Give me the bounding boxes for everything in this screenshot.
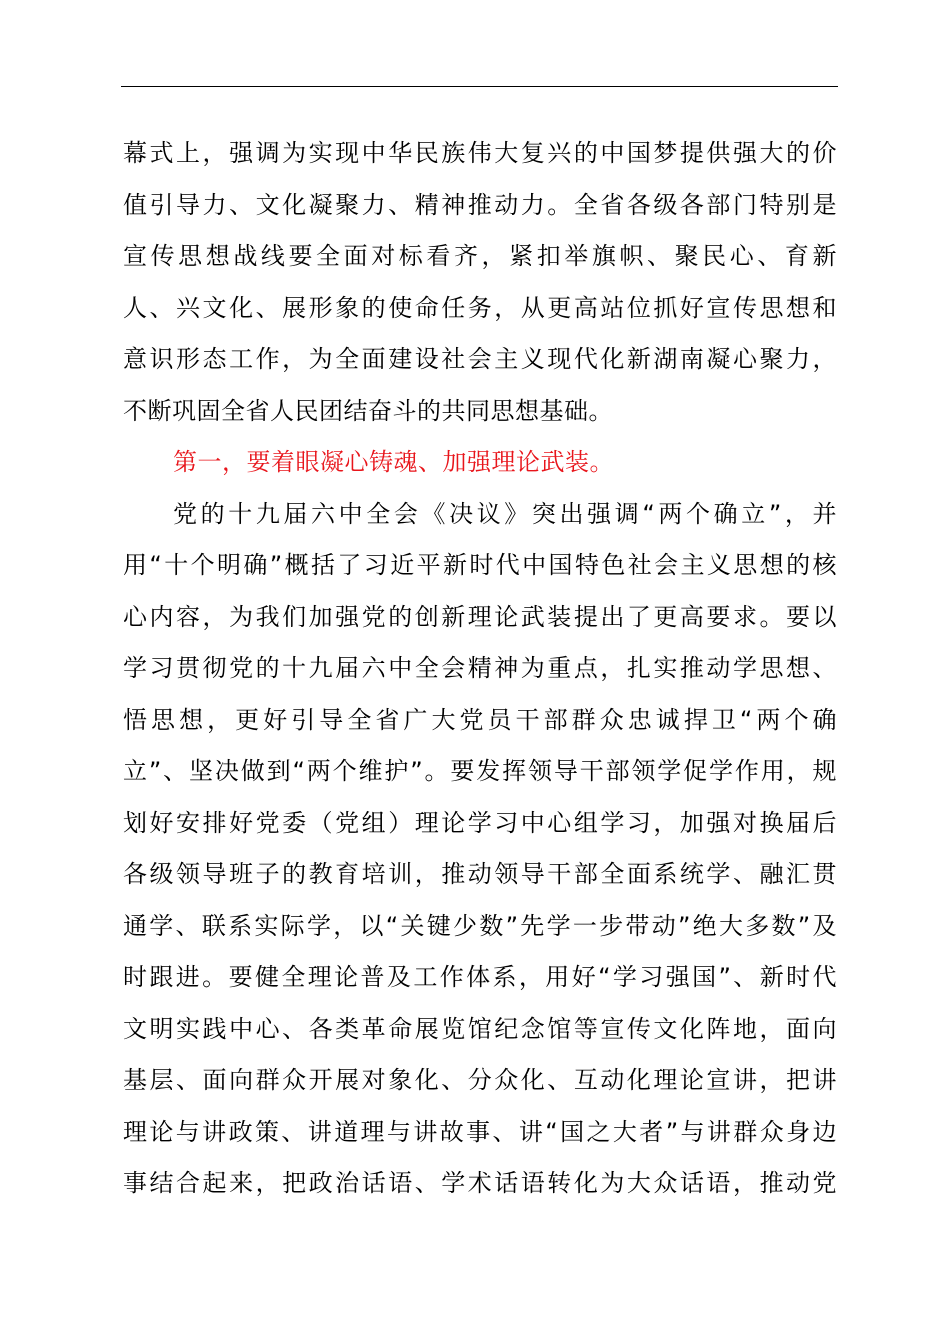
text-line: 立”、坚决做到“两个维护”。要发挥领导干部领学促学作用，规 [123,757,837,785]
text-line: 值引导力、文化凝聚力、精神推动力。全省各级各部门特别是 [123,190,837,219]
text-line: 划好安排好党委（党组）理论学习中心组学习，加强对换届后 [123,808,837,837]
text-line: 党的十九届六中全会《决议》突出强调“两个确立”，并 [173,499,837,528]
text-line: 时跟进。要健全理论普及工作体系，用好“学习强国”、新时代 [123,963,837,991]
text-line: 心内容，为我们加强党的创新理论武装提出了更高要求。要以 [123,602,837,631]
text-line: 悟思想，更好引导全省广大党员干部群众忠诚捍卫“两个确 [123,705,837,734]
text-line: 各级领导班子的教育培训，推动领导干部全面系统学、融汇贯 [123,860,837,888]
text-line: 宣传思想战线要全面对标看齐，紧扣举旗帜、聚民心、育新 [123,242,837,270]
text-line: 事结合起来，把政治话语、学术话语转化为大众话语，推动党 [123,1169,837,1197]
text-line: 基层、面向群众开展对象化、分众化、互动化理论宣讲，把讲 [123,1066,837,1094]
text-line: 通学、联系实际学，以“关键少数”先学一步带动”绝大多数”及 [123,911,837,940]
header-rule [121,86,838,87]
text-line: 人、兴文化、展形象的使命任务，从更高站位抓好宣传思想和 [123,293,837,322]
text-line: 用“十个明确”概括了习近平新时代中国特色社会主义思想的核 [123,551,837,579]
document-body [123,128,837,1210]
text-line: 文明实践中心、各类革命展览馆纪念馆等宣传文化阵地，面向 [123,1014,837,1043]
text-line: 不断巩固全省人民团结奋斗的共同思想基础。 [123,396,613,425]
section-heading-text: 第一，要着眼凝心铸魂、加强理论武装。 [173,448,614,476]
section-heading [123,437,837,489]
text-line: 意识形态工作，为全面建设社会主义现代化新湖南凝心聚力， [123,345,837,373]
paragraph-theory [123,489,837,1210]
text-line: 学习贯彻党的十九届六中全会精神为重点，扎实推动学思想、 [123,654,837,682]
text-line: 幕式上，强调为实现中华民族伟大复兴的中国梦提供强大的价 [123,139,837,167]
text-line: 理论与讲政策、讲道理与讲故事、讲“国之大者”与讲群众身边 [123,1117,837,1146]
paragraph-intro [123,128,837,437]
